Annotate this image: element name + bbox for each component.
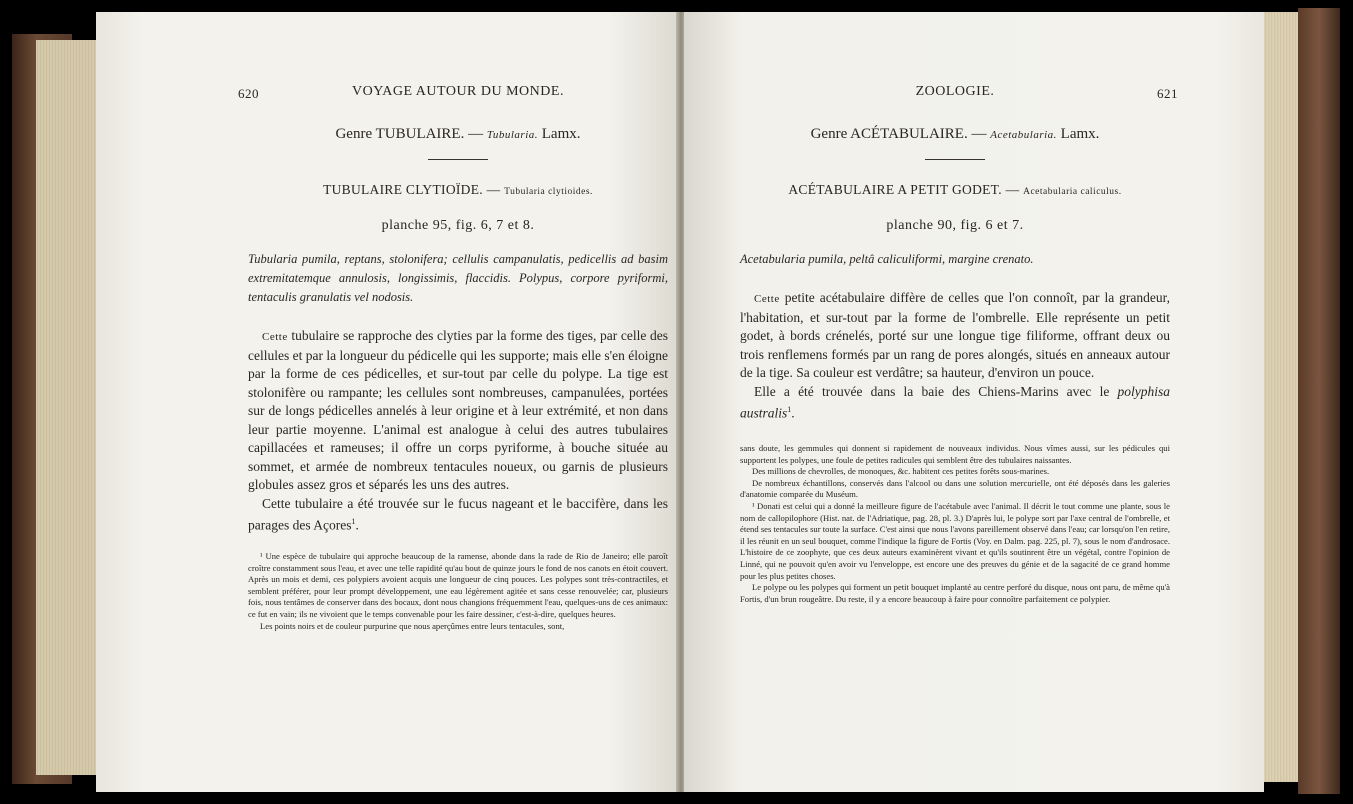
left-page-number: 620 — [238, 86, 259, 101]
right-paragraph-1-text: petite acétabulaire diffère de celles que l'on connoît, par la grandeur, l'habitation, et sur-tout par la forme de l'ombrelle. Elle représente un petit godet, à bords crénelés, porté sur une longue tige filiforme, offrant deux ou trois renflemens formés par un rang de pores alongés, situés en anneaux autour de la tige. Sa couleur est verdâtre; sa hauteur, d'environ un pouce. — [740, 290, 1170, 380]
right-genre-dash: — — [971, 126, 987, 142]
left-paragraph-1-lead: Cette — [262, 331, 288, 343]
right-rule — [925, 159, 985, 160]
right-footnotes — [740, 443, 1170, 605]
right-genre-heading — [740, 126, 1170, 143]
left-running-head: VOYAGE AUTOUR DU MONDE. — [352, 84, 564, 99]
left-rule — [428, 159, 488, 160]
right-footnote-3: De nombreux échantillons, conservés dans l'alcool ou dans une solution mercurielle, ont été déposés dans les galeries d'anatomie comparée du Muséum. — [740, 477, 1170, 500]
left-species-name: TUBULAIRE CLYTIOÏDE. — [323, 182, 483, 197]
right-paragraph-1-lead: Cette — [754, 293, 780, 305]
right-genre-author: Lamx. — [1060, 126, 1100, 142]
left-genre-prefix: Genre — [335, 126, 373, 142]
right-species-dash: — — [1005, 182, 1020, 197]
left-paragraph-1 — [248, 327, 668, 495]
left-footnote-1: ¹ Une espèce de tubulaire qui approche beaucoup de la ramense, abonde dans la rade de Rio de Janeiro; elle paroît croître constamment sous l'eau, et avec une telle rapidité qu'au bout de quinze jours le fond de nos canots en étoit couvert. Après un mois et demi, ces polypiers avoient acquis une longueur de cinq pouces. Les polypes sont très-contractiles, et semblent préférer, pour leur prompt développement, une eau légèrement agitée et sans cesse renouvelée; car, plusieurs fois, nous tentâmes de conserver dans des bocaux, dont nous changions fréquemment l'eau, quelques-uns de ces animaux: ce fut en vain; ils ne vivoient que le temps convenable pour les faire dessiner, c'est-à-dire, quelques heures. — [248, 551, 668, 619]
right-latin-description: Acetabularia pumila, peltâ caliculiformi, margine crenato. — [740, 252, 1034, 266]
right-running-head: ZOOLOGIE. — [915, 84, 995, 99]
right-species-latin: Acetabularia caliculus. — [1023, 187, 1122, 197]
right-genre-name: ACÉTABULAIRE. — [850, 126, 968, 142]
right-genre-prefix: Genre — [810, 126, 848, 142]
right-footnote-1: sans doute, les gemmules qui donnent si rapidement de nouveaux individus. Nous vîmes aussi, sur les pédicules qui supportent les polypes, une foule de petites radicules qui semblent être des tubulaires naissantes. — [740, 443, 1170, 465]
left-page-edges — [36, 40, 100, 775]
left-genre-latin: Tubularia. — [486, 129, 539, 141]
right-paragraph-2 — [740, 383, 1170, 424]
right-species-name: ACÉTABULAIRE A PETIT GODET. — [788, 182, 1002, 197]
right-paragraph-2-end: . — [791, 405, 795, 421]
right-paragraph-1 — [740, 289, 1170, 383]
left-page — [96, 12, 678, 792]
right-footnote-4: ¹ Donati est celui qui a donné la meilleure figure de l'acétabule avec l'animal. Il décrit le tout comme une plante, sous le nom de callopilophore (Hist. nat. de l'Adriatique, pag. 28, pl. 3.) D'après lui, le polype sort par l'axe central de l'ombrelle, et étend ses tentacules sur toute la surface. C'est ainsi que nous l'avons pareillement observé dans l'eau; car lorsqu'on l'en retire, il les réunit en un seul bouquet, comme l'indique la figure de Fortis (Voy. en Dalm. pag. 225, pl. 7), sous le nom d'androsace. L'histoire de ce zoophyte, que ces deux auteurs examinèrent vivant et qu'ils soutinrent être un végétal, contre l'opinion de Linné, qui ne pouvoit qu'en avoir vu l'enveloppe, est encore une des preuves du génie et de la sagacité de ce grand homme pour les plus petites choses. — [740, 500, 1170, 581]
right-planche: planche 90, fig. 6 et 7. — [886, 218, 1024, 233]
left-species-latin: Tubularia clytioides. — [504, 187, 593, 197]
right-paragraph-2-text: Elle a été trouvée dans la baie des Chiens-Marins avec le — [754, 383, 1110, 399]
right-page — [684, 12, 1264, 792]
left-genre-heading — [248, 126, 668, 143]
left-latin-description: Tubularia pumila, reptans, stolonifera; cellulis campanulatis, pedicellis ad basim extremitatemque annulosis, longissimis, flaccidis. Polypus, corpore pyriformi, tentaculis granulatis vel nodosis. — [248, 252, 668, 304]
right-header — [740, 84, 1178, 106]
right-paragraph-2-italic: polyphisa australis — [740, 383, 1170, 421]
left-text-block — [238, 84, 668, 632]
right-cover — [1298, 8, 1340, 794]
left-footnote-marker: 1 — [351, 517, 356, 526]
left-paragraph-2-end: . — [355, 517, 359, 533]
left-planche: planche 95, fig. 6, 7 et 8. — [381, 218, 535, 233]
right-text-block — [740, 84, 1178, 605]
right-page-number: 621 — [1157, 86, 1178, 101]
left-species-dash: — — [486, 182, 501, 197]
right-species-heading — [740, 182, 1170, 198]
left-genre-author: Lamx. — [541, 126, 581, 142]
left-genre-name: TUBULAIRE. — [375, 126, 465, 142]
left-paragraph-2-text: Cette tubulaire a été trouvée sur le fucus nageant et le baccifère, dans les parages des Açores — [248, 495, 668, 533]
left-footnote-2: Les points noirs et de couleur purpurine que nous aperçûmes entre leurs tentacules, sont, — [260, 620, 565, 631]
right-footnote-2: Des millions de chevrolles, de monoques, &c. habitent ces petites forêts sous-marines. — [752, 466, 1050, 477]
left-genre-dash: — — [468, 126, 484, 142]
left-header — [238, 84, 668, 106]
left-species-heading — [248, 182, 668, 198]
left-paragraph-1-text: tubulaire se rapproche des clyties par la forme des tiges, par celle des cellules et par la longueur du pédicelle qui les supporte; mais elle s'en éloigne par la forme de ces pédicelles, et sur-tout par celle du polype. La tige est stolonifère ou rampante; les cellules sont nombreuses, campanulées, portées sur de longs pédicelles annelés à leur origine et à leur extrémité, et non dans leur partie moyenne. L'animal est analogue à celui des autres tubulaires capillacées et rameuses; il offre un corps pyriforme, à bouche située au sommet, et armée de nombreux tentacules noueux, ou garnis de plusieurs globules assez gros et séparés les uns des autres. — [248, 328, 668, 492]
left-paragraph-2 — [248, 495, 668, 536]
right-footnote-marker: 1 — [787, 405, 792, 414]
right-genre-latin: Acetabularia. — [990, 129, 1057, 141]
right-footnote-5: Le polype ou les polypes qui forment un petit bouquet implanté au centre perforé du disque, nous ont paru, de même qu'à Fortis, d'un brun rougeâtre. Du reste, il y a encore beaucoup à faire pour connoître parfaitement ce polypier. — [740, 582, 1170, 604]
left-footnotes — [248, 551, 668, 632]
